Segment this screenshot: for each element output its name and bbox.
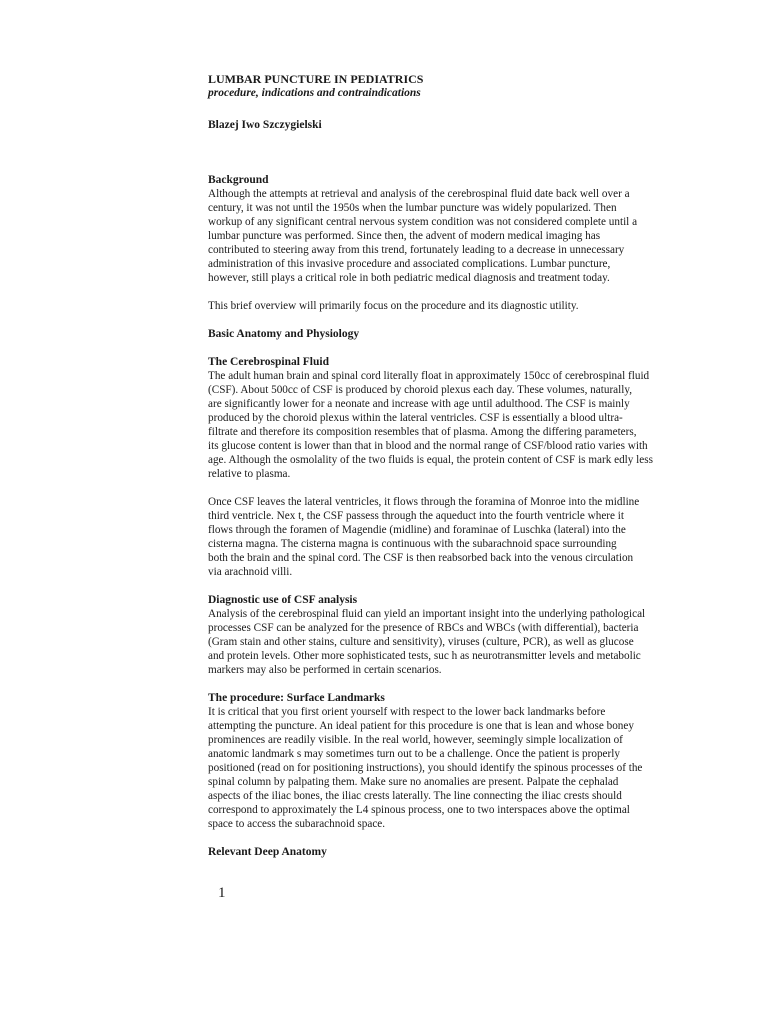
section-heading: Basic Anatomy and Physiology: [208, 328, 360, 340]
document-subtitle: procedure, indications and contraindications: [208, 87, 421, 99]
author-name: Blazej Iwo Szczygielski: [208, 119, 322, 131]
paragraph: The adult human brain and spinal cord literally float in approximately 150cc of cerebrospinal fluid (CSF). About 500cc of CSF is produced by choroid plexus each day. These volumes, naturally, are significantly lower for a neonate and increase with age until adulthood. The CSF is mainly produced by the choroid plexus within the lateral ventricles. CSF is essentially a blood ultra- filtrate and therefore its composition resembles that of plasma. Among the differing parameters, its glucose content is lower than that in blood and the normal range of CSF/blood ratio varies with age. Although the osmolality of the two fluids is equal, the protein content of CSF is mark edly less relative to plasma.: [208, 370, 653, 480]
section-landmarks: [208, 691, 698, 831]
section-background: [208, 173, 698, 313]
section-diagnostic: [208, 593, 698, 677]
section-deep-anatomy: [208, 845, 698, 859]
spacer: [208, 677, 698, 691]
paragraph: Analysis of the cerebrospinal fluid can yield an important insight into the underlying pathological processes CSF can be analyzed for the presence of RBCs and WBCs (with differential), bacteria (Gram stain and other stains, culture and sensitivity), viruses (culture, PCR), as well as glucose and protein levels. Other more sophisticated tests, suc h as neurotransmitter levels and metabolic markers may also be performed in certain scenarios.: [208, 608, 646, 676]
document-page: [208, 72, 698, 859]
paragraph: This brief overview will primarily focus on the procedure and its diagnostic utility.: [208, 300, 579, 312]
paragraph: Once CSF leaves the lateral ventricles, it flows through the foramina of Monroe into the midline third ventricle. Nex t, the CSF passess through the aqueduct into the fourth ventricle where it flows through the foramen of Magendie (midline) and foraminae of Luschka (lateral) into the cisterna magna. The cisterna magna is continuous with the subarachnoid space surrounding both the brain and the spinal cord. The CSF is then reabsorbed back into the venous circulation via arachnoid villi.: [208, 496, 640, 578]
section-heading: The Cerebrospinal Fluid: [208, 356, 329, 368]
spacer: [208, 341, 698, 355]
spacer: [208, 831, 698, 845]
paragraph: It is critical that you first orient yourself with respect to the lower back landmarks before attempting the puncture. An ideal patient for this procedure is one that is lean and whose boney prominences are readily visible. In the real world, however, seemingly simple localization of anatomic landmark s may sometimes turn out to be a challenge. Once the patient is properly positioned (read on for positioning instructions), you should identify the spinous processes of the spinal column by palpating them. Make sure no anomalies are present. Palpate the cephalad aspects of the iliac bones, the iliac crests laterally. The line connecting the iliac crests should correspond to approximately the L4 spinous process, one to two interspaces above the optimal space to access the subarachnoid space.: [208, 706, 643, 830]
spacer: [208, 285, 698, 299]
section-heading: Diagnostic use of CSF analysis: [208, 594, 358, 606]
paragraph: Although the attempts at retrieval and analysis of the cerebrospinal fluid date back well over a century, it was not until the 1950s when the lumbar puncture was widely popularized. Then workup of any significant central nervous system condition was not considered complete until a lumbar puncture was performed. Since then, the advent of modern medical imaging has contributed to steering away from this trend, fortunately leading to a decrease in unnecessary administration of this invasive procedure and associated complications. Lumbar puncture, however, still plays a critical role in both pediatric medical diagnosis and treatment today.: [208, 188, 638, 284]
section-heading: Relevant Deep Anatomy: [208, 846, 327, 858]
spacer: [208, 579, 698, 593]
document-title: LUMBAR PUNCTURE IN PEDIATRICS: [208, 72, 424, 86]
section-heading: Background: [208, 174, 269, 186]
spacer: [208, 132, 698, 173]
page-number: 1: [218, 885, 226, 901]
section-csf: [208, 355, 698, 579]
spacer: [208, 313, 698, 327]
section-anatomy: [208, 327, 698, 341]
spacer: [208, 481, 698, 495]
section-heading: The procedure: Surface Landmarks: [208, 692, 385, 704]
